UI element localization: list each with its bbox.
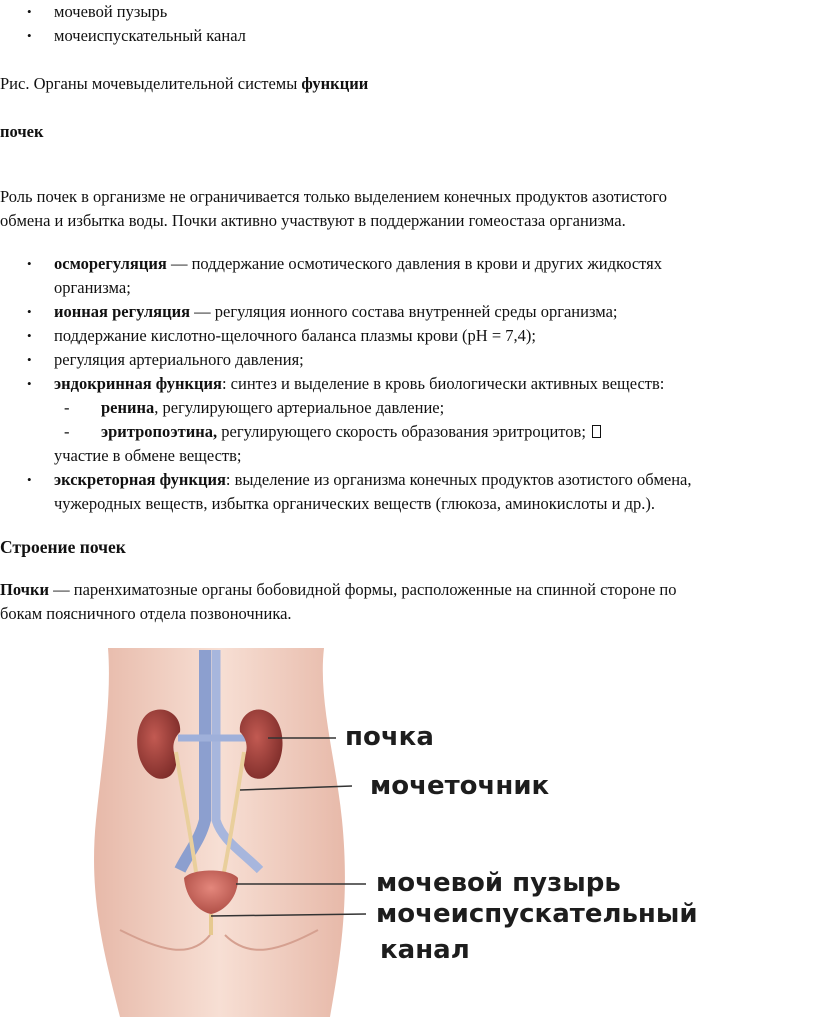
sub-item-erythropoietin: эритропоэтина, регулирующего скорость образования эритроцитов;	[101, 420, 601, 444]
bullet: •	[27, 376, 32, 391]
bullet: •	[27, 4, 32, 19]
dash-marker: -	[64, 422, 70, 441]
bullet: •	[27, 256, 32, 271]
sub-item-metabolism: участие в обмене веществ;	[54, 446, 242, 465]
bullet: •	[27, 472, 32, 487]
function-excretory: экскреторная функция: выделение из организма конечных продуктов азотистого обмена,	[54, 470, 692, 489]
figure-caption: Рис. Органы мочевыделительной системы функции	[0, 74, 369, 93]
function-blood-pressure: регуляция артериального давления;	[54, 350, 304, 369]
bullet: •	[27, 328, 32, 343]
bullet: •	[27, 352, 32, 367]
missing-glyph-icon	[592, 425, 601, 438]
dash-marker: -	[64, 398, 70, 417]
function-osmoregulation: осморегуляция — поддержание осмотического давления в крови и других жидкостях	[54, 254, 663, 273]
label-kidney: почка	[345, 722, 434, 752]
function-acid-base: поддержание кислотно-щелочного баланса плазмы крови (pH = 7,4);	[54, 326, 536, 345]
section-title: Строение почек	[0, 537, 126, 557]
intro-line-1: Роль почек в организме не ограничивается только выделением конечных продуктов азотистого	[0, 187, 668, 206]
structure-line-1: Почки — паренхиматозные органы бобовидной формы, расположенные на спинной стороне по	[0, 580, 677, 599]
label-bladder: мочевой пузырь	[376, 868, 621, 898]
label-ureter: мочеточник	[370, 771, 550, 801]
bullet: •	[27, 304, 32, 319]
structure-line-2: бокам поясничного отдела позвоночника.	[0, 604, 292, 623]
label-urethra-2: канал	[380, 935, 470, 965]
sub-item-renin: ренина, регулирующего артериальное давление;	[101, 398, 445, 417]
function-ion-regulation: ионная регуляция — регуляция ионного состава внутренней среды организма;	[54, 302, 618, 321]
intro-line-2: обмена и избытка воды. Почки активно участвуют в поддержании гомеостаза организма.	[0, 211, 626, 230]
list-item-urethra: мочеиспускательный канал	[54, 26, 246, 45]
bullet: •	[27, 28, 32, 43]
figure-caption-cont: почек	[0, 122, 44, 141]
list-item-bladder: мочевой пузырь	[54, 2, 168, 21]
function-osmoregulation-cont: организма;	[54, 278, 131, 297]
label-urethra-1: мочеиспускательный	[376, 899, 698, 929]
function-excretory-cont: чужеродных веществ, избытка органических веществ (глюкоза, аминокислоты и др.).	[54, 494, 655, 513]
function-endocrine: эндокринная функция: синтез и выделение в кровь биологически активных веществ:	[54, 374, 665, 393]
